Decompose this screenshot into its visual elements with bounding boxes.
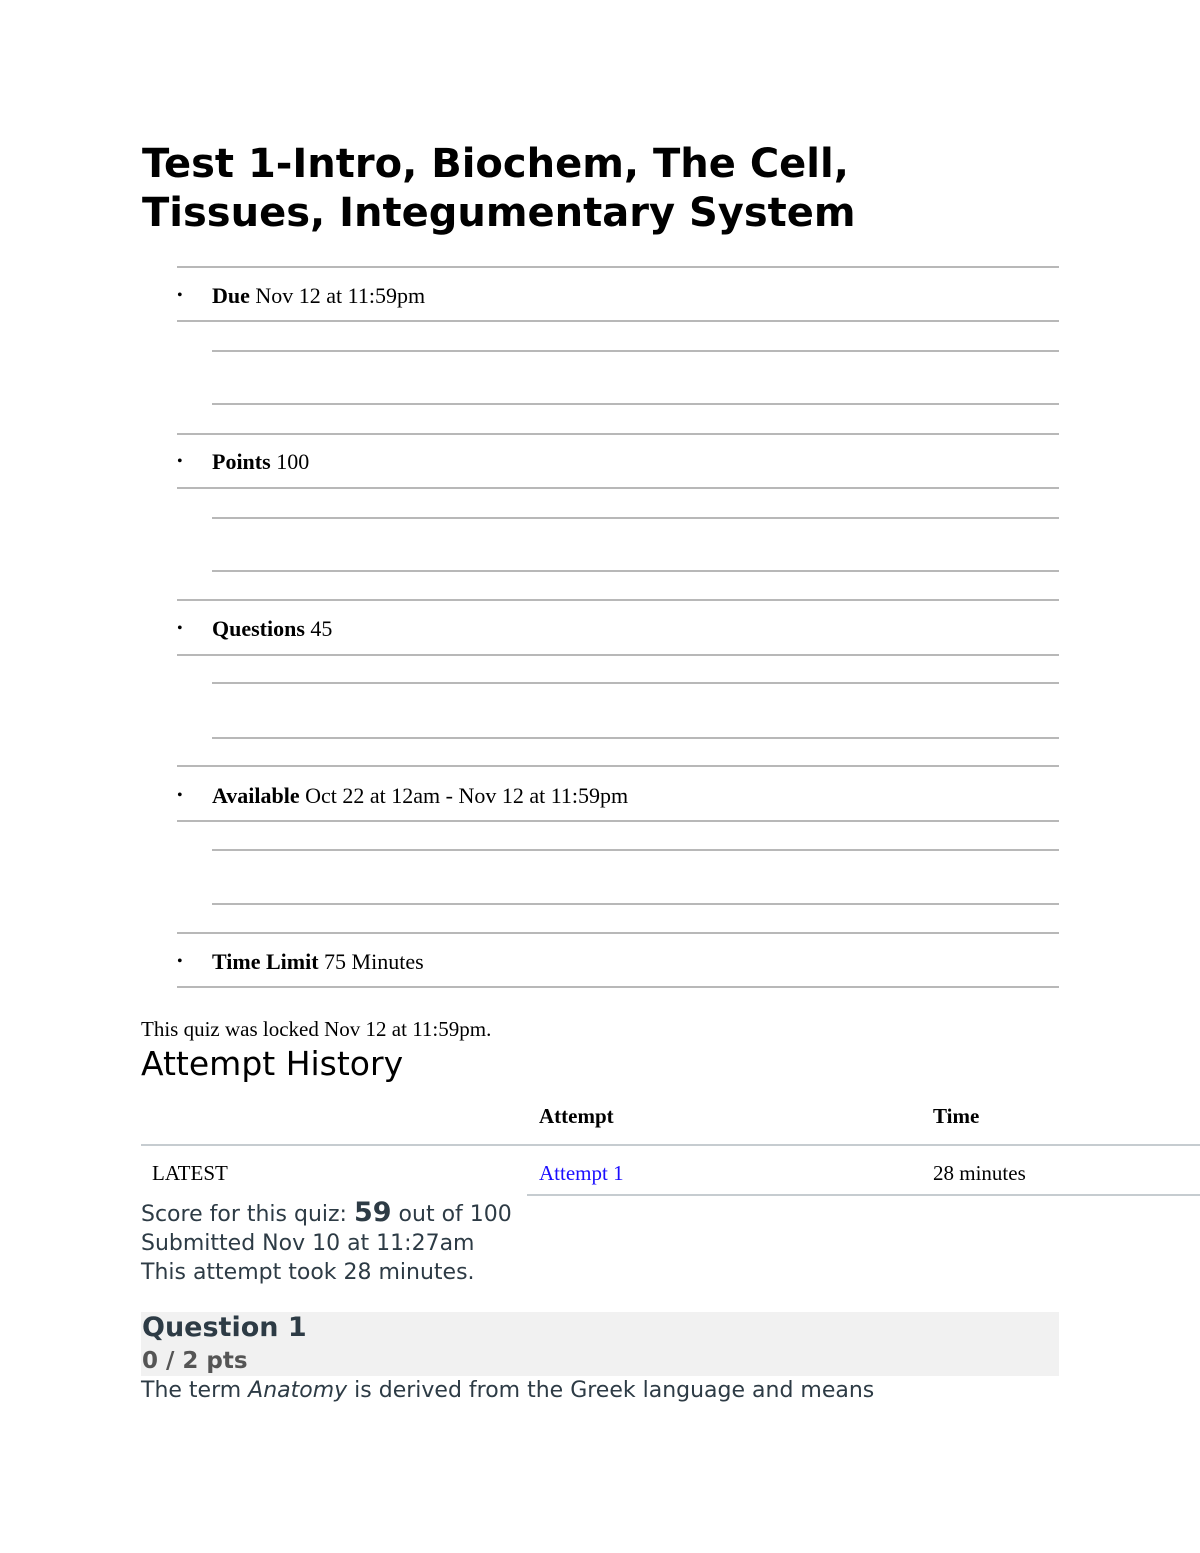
divider bbox=[177, 820, 1059, 822]
attempt-duration: This attempt took 28 minutes. bbox=[141, 1260, 475, 1285]
score-suffix: out of 100 bbox=[391, 1202, 512, 1227]
detail-due-label: Due bbox=[212, 283, 250, 308]
divider bbox=[177, 487, 1059, 489]
question-text-start: The term bbox=[141, 1378, 249, 1403]
divider bbox=[177, 433, 1059, 435]
divider bbox=[177, 320, 1059, 322]
detail-available-label: Available bbox=[212, 783, 300, 808]
attempt-history-heading: Attempt History bbox=[141, 1044, 404, 1083]
submitted-time: Submitted Nov 10 at 11:27am bbox=[141, 1231, 475, 1256]
bullet-icon: • bbox=[177, 620, 183, 637]
divider bbox=[177, 654, 1059, 656]
divider bbox=[177, 765, 1059, 767]
divider bbox=[177, 986, 1059, 988]
detail-time-limit-label: Time Limit bbox=[212, 949, 319, 974]
score-prefix: Score for this quiz: bbox=[141, 1202, 354, 1227]
bullet-icon: • bbox=[177, 953, 183, 970]
bullet-icon: • bbox=[177, 787, 183, 804]
score-value: 59 bbox=[353, 1197, 392, 1228]
divider bbox=[212, 903, 1059, 905]
question-text bbox=[141, 1376, 874, 1406]
quiz-title-line-1: Test 1-Intro, Biochem, The Cell, bbox=[142, 141, 849, 187]
detail-questions-value: 45 bbox=[310, 616, 333, 641]
quiz-title-line-2: Tissues, Integumentary System bbox=[142, 190, 856, 236]
divider bbox=[212, 350, 1059, 352]
attempt-time: 28 minutes bbox=[933, 1161, 1026, 1185]
divider bbox=[177, 932, 1059, 934]
detail-due-value: Nov 12 at 11:59pm bbox=[255, 283, 426, 308]
quiz-title bbox=[142, 140, 1102, 238]
divider bbox=[212, 570, 1059, 572]
detail-available-value: Oct 22 at 12am - Nov 12 at 11:59pm bbox=[305, 783, 629, 808]
divider bbox=[212, 849, 1059, 851]
score-summary bbox=[141, 1198, 512, 1287]
table-row-divider bbox=[527, 1194, 1200, 1196]
question-text-emphasis: Anatomy bbox=[248, 1378, 348, 1403]
divider bbox=[177, 599, 1059, 601]
divider bbox=[212, 737, 1059, 739]
detail-points-label: Points bbox=[212, 449, 271, 474]
divider bbox=[212, 403, 1059, 405]
question-points: 0 / 2 pts bbox=[142, 1348, 248, 1374]
divider bbox=[212, 517, 1059, 519]
question-text-end: is derived from the Greek language and means bbox=[347, 1378, 875, 1403]
divider bbox=[177, 266, 1059, 268]
locked-notice: This quiz was locked Nov 12 at 11:59pm. bbox=[141, 1017, 492, 1041]
bullet-icon: • bbox=[177, 453, 183, 470]
attempt-status: LATEST bbox=[152, 1161, 228, 1185]
score-line bbox=[141, 1198, 512, 1229]
detail-questions-label: Questions bbox=[212, 616, 305, 641]
column-header-time: Time bbox=[933, 1104, 980, 1128]
question-title: Question 1 bbox=[142, 1312, 307, 1343]
detail-points-value: 100 bbox=[276, 449, 310, 474]
column-header-attempt: Attempt bbox=[539, 1104, 614, 1128]
attempt-link[interactable]: Attempt 1 bbox=[539, 1161, 624, 1185]
bullet-icon: • bbox=[177, 287, 183, 304]
detail-time-limit-value: 75 Minutes bbox=[324, 949, 424, 974]
divider bbox=[212, 682, 1059, 684]
table-header-divider bbox=[141, 1144, 1200, 1146]
